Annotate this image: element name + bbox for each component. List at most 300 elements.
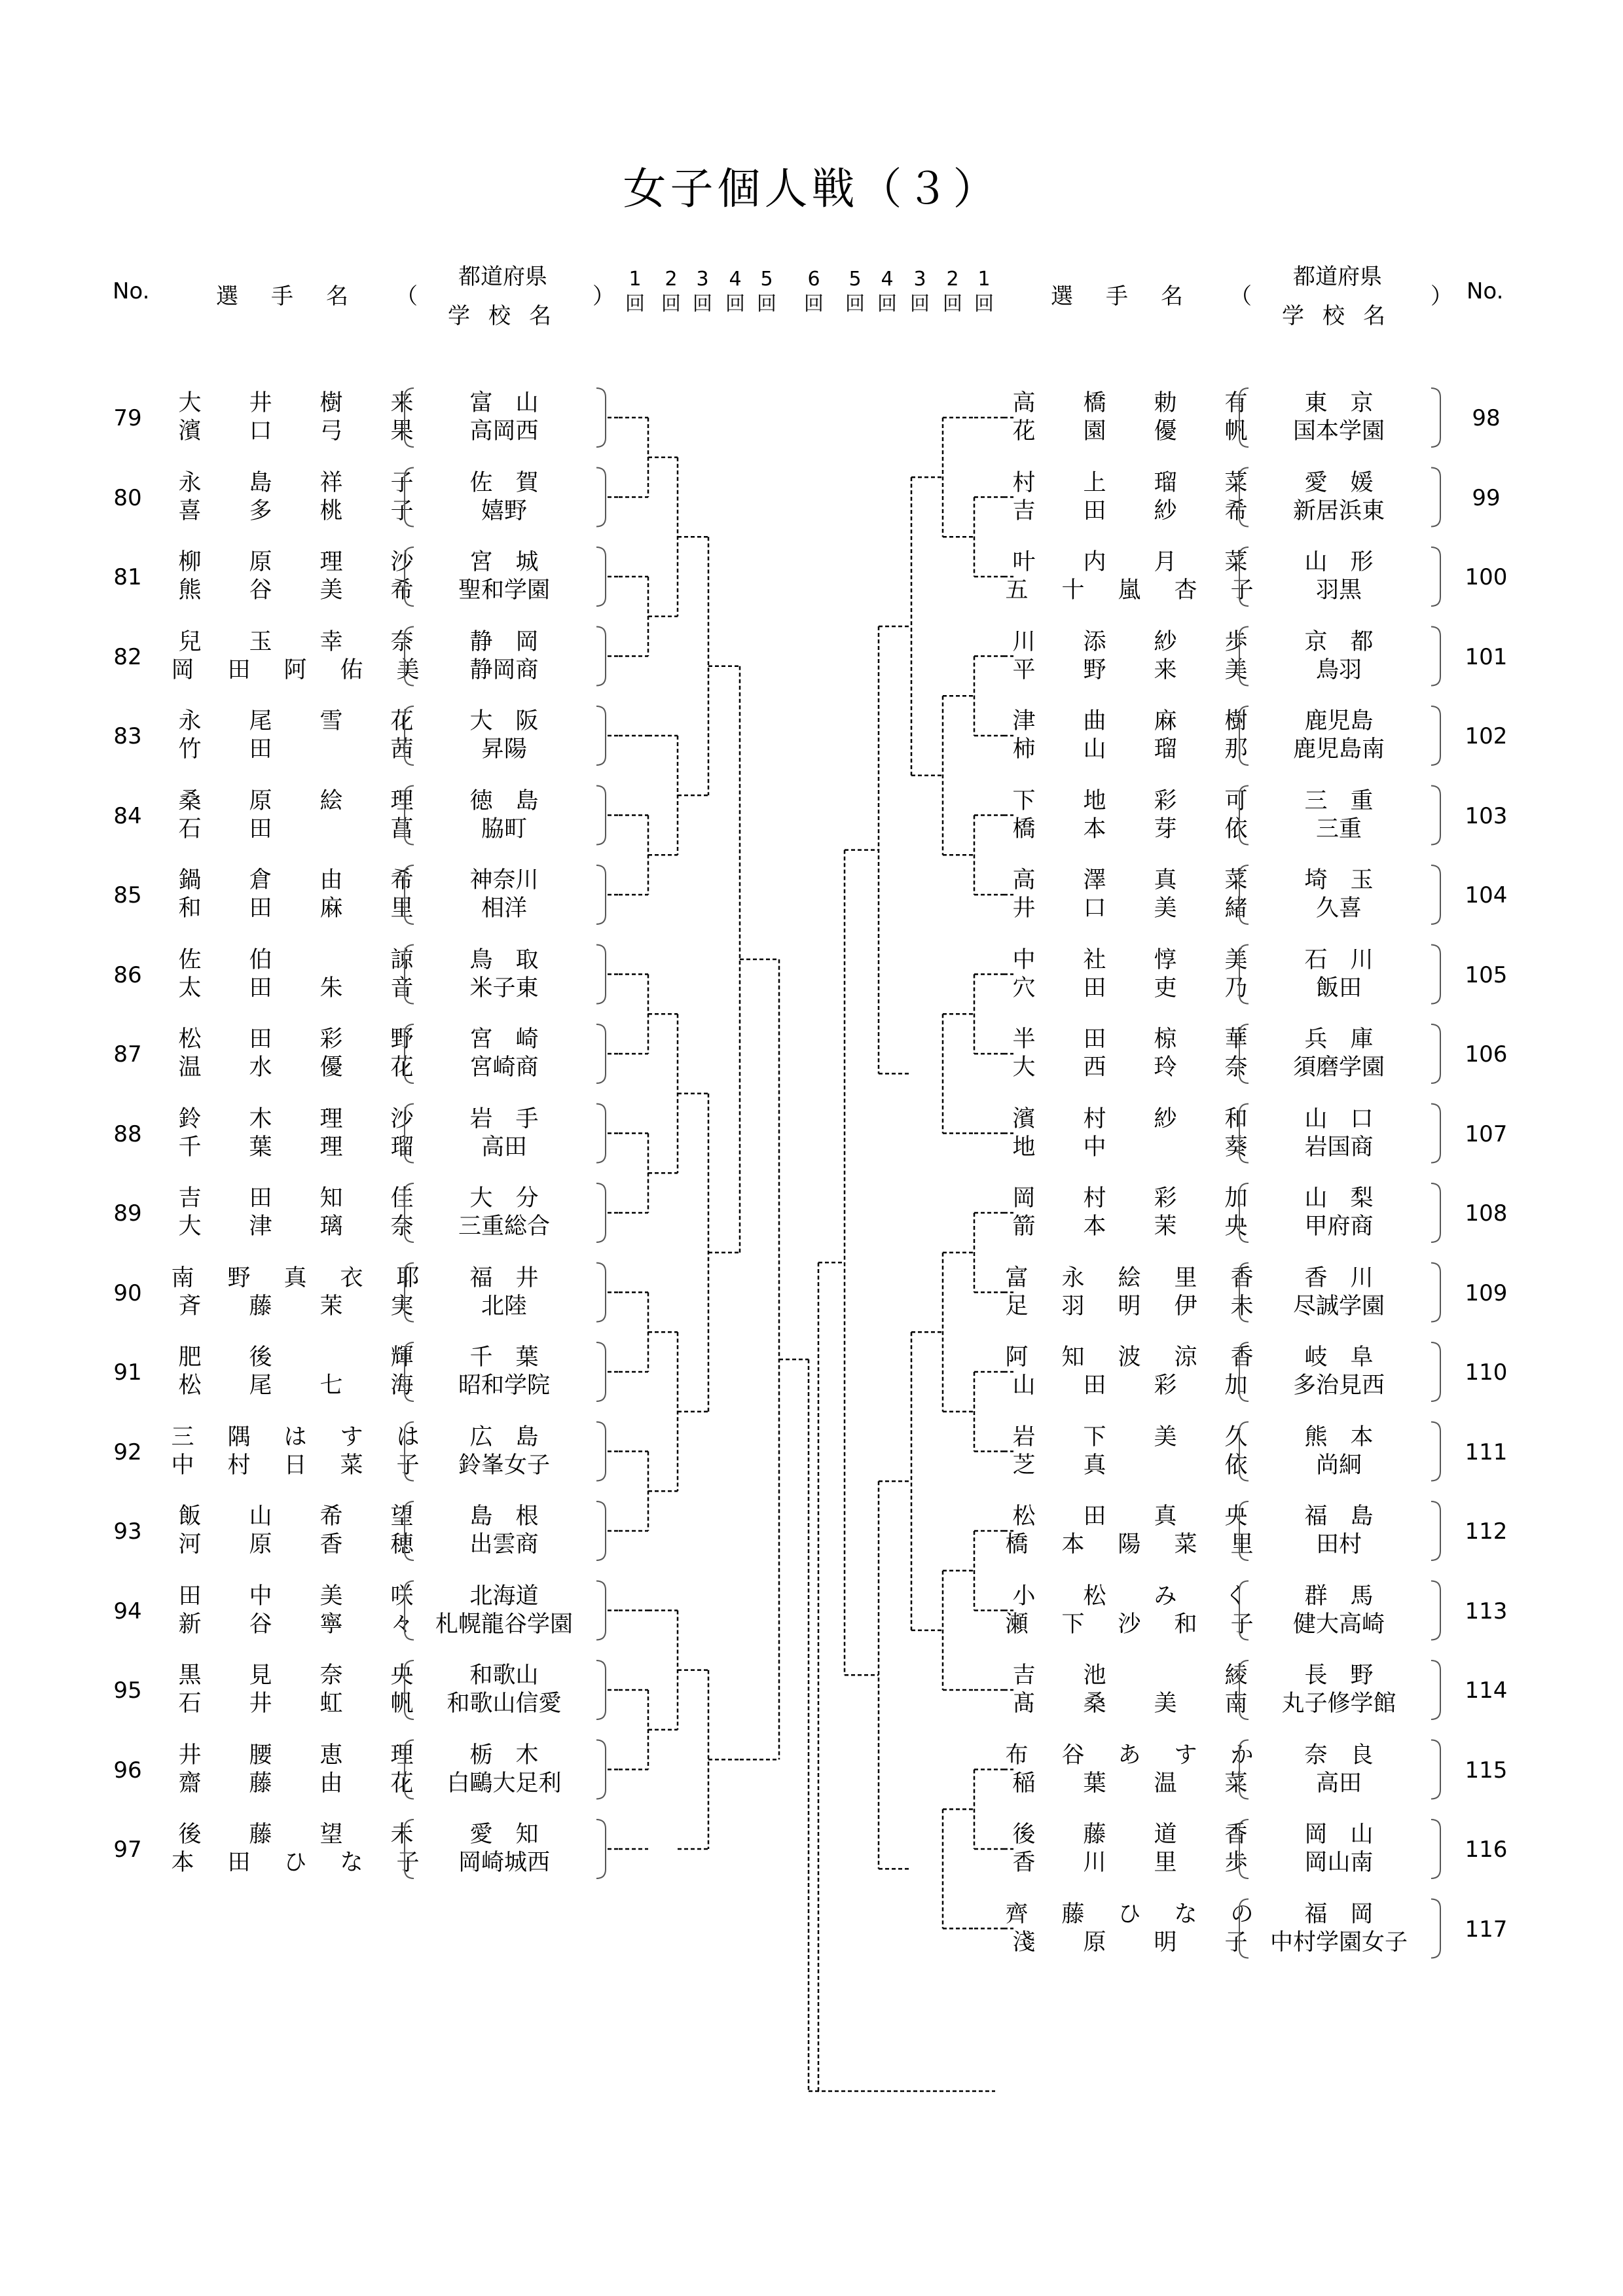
close-brace	[596, 388, 606, 447]
school-name: 鈴峯女子	[458, 1452, 550, 1479]
player-2-name: 河 原 香 穂	[178, 1532, 414, 1558]
player-2-name: 香 川 里 歩	[1012, 1850, 1248, 1876]
close-brace	[596, 1740, 606, 1799]
player-2-name: 大 西 玲 奈	[1012, 1054, 1248, 1081]
entry-number: 104	[1465, 882, 1508, 908]
round-number: 3	[696, 268, 709, 291]
player-2-name: 井 口 美 緒	[1012, 895, 1248, 922]
open-brace	[1239, 1581, 1249, 1640]
close-brace	[1431, 865, 1440, 924]
prefecture: 島 根	[469, 1503, 539, 1530]
open-brace	[1239, 865, 1249, 924]
player-2-name: 和 田 麻 里	[178, 895, 414, 922]
school-name: 和歌山信愛	[447, 1691, 562, 1717]
open-brace	[405, 1342, 414, 1401]
open-brace	[405, 1581, 414, 1640]
left-pref-label: 都道府県	[458, 264, 547, 290]
close-brace	[596, 786, 606, 845]
entry-number: 92	[113, 1439, 142, 1465]
close-brace	[1431, 786, 1440, 845]
prefecture: 熊 本	[1304, 1424, 1374, 1450]
close-brace	[596, 1820, 606, 1878]
close-brace	[1431, 1820, 1440, 1878]
open-brace	[405, 1660, 414, 1719]
player-2-name: 柿 山 瑠 那	[1012, 736, 1248, 762]
entry-number: 106	[1465, 1041, 1508, 1067]
prefecture: 山 口	[1304, 1105, 1374, 1132]
round-unit: 回	[877, 293, 897, 315]
entry-number: 84	[113, 802, 142, 829]
close-brace	[1431, 945, 1440, 1004]
entry-number: 88	[113, 1121, 142, 1147]
prefecture: 山 形	[1304, 549, 1374, 575]
player-2-name: 髙 桑 美 南	[1012, 1691, 1248, 1717]
school-name: 岩国商	[1304, 1134, 1374, 1160]
player-1-name: 鍋 倉 由 希	[178, 867, 414, 893]
prefecture: 福 島	[1304, 1503, 1374, 1530]
entry-number: 80	[113, 484, 142, 511]
school-name: 高田	[1315, 1770, 1362, 1797]
school-name: 甲府商	[1304, 1213, 1374, 1240]
player-2-name: 温 水 優 花	[178, 1054, 414, 1081]
entry-number: 85	[113, 882, 142, 908]
player-1-name: 田 中 美 咲	[178, 1583, 414, 1609]
school-name: 高岡西	[469, 418, 539, 444]
round-number: 5	[760, 268, 773, 291]
school-name: 三重総合	[458, 1213, 550, 1240]
player-1-name: 黒 見 奈 央	[178, 1662, 414, 1689]
school-name: 岡崎城西	[458, 1850, 550, 1876]
round-unit: 回	[757, 293, 776, 315]
left-no-label: No.	[113, 278, 150, 304]
round-unit: 回	[625, 293, 645, 315]
school-name: 多治見西	[1292, 1372, 1385, 1399]
entry-number: 108	[1465, 1200, 1508, 1227]
open-brace	[405, 1024, 414, 1083]
close-brace	[1431, 1660, 1440, 1719]
right-open-paren: （	[1230, 283, 1252, 310]
close-brace	[596, 1581, 606, 1640]
school-name: 聖和学園	[458, 577, 550, 603]
player-1-name: 叶 内 月 菜	[1012, 549, 1248, 575]
player-2-name: 本 田 ひ な 子	[171, 1850, 420, 1876]
round-number: 1	[629, 268, 642, 291]
close-brace	[1431, 1899, 1440, 1958]
player-1-name: 津 曲 麻 樹	[1012, 708, 1248, 734]
close-brace	[596, 627, 606, 686]
school-name: 丸子修学館	[1281, 1691, 1396, 1717]
player-2-name: 箭 本 茉 央	[1012, 1213, 1248, 1240]
close-brace	[596, 1660, 606, 1719]
entry-number: 89	[113, 1200, 142, 1227]
school-name: 田村	[1315, 1532, 1362, 1558]
open-brace	[405, 865, 414, 924]
entry-number: 83	[113, 723, 142, 749]
round-number: 2	[946, 268, 959, 291]
open-brace	[1239, 1501, 1249, 1560]
prefecture: 岩 手	[469, 1105, 539, 1132]
close-brace	[1431, 1183, 1440, 1242]
entry-number: 110	[1465, 1359, 1508, 1386]
player-1-name: 布 谷 あ す か	[1005, 1742, 1254, 1768]
prefecture: 奈 良	[1304, 1742, 1374, 1768]
entry-number: 91	[113, 1359, 142, 1386]
entry-number: 109	[1465, 1280, 1508, 1306]
prefecture: 宮 崎	[469, 1026, 539, 1052]
school-name: 鹿児島南	[1292, 736, 1385, 762]
school-name: 嬉野	[481, 497, 527, 524]
open-brace	[1239, 706, 1249, 765]
prefecture: 和歌山	[469, 1662, 539, 1689]
player-1-name: 吉 池 綾	[1012, 1662, 1248, 1689]
entry-number: 94	[113, 1598, 142, 1624]
player-2-name: 山 田 彩 加	[1012, 1372, 1248, 1399]
right-name-label: 選手名	[1051, 283, 1216, 310]
open-brace	[405, 1183, 414, 1242]
prefecture: 兵 庫	[1304, 1026, 1374, 1052]
player-1-name: 松 田 真 央	[1012, 1503, 1248, 1530]
prefecture: 鹿児島	[1304, 708, 1374, 734]
player-1-name: 高 橋 勅 有	[1012, 390, 1248, 416]
prefecture: 石 川	[1304, 946, 1374, 973]
school-name: 高田	[481, 1134, 527, 1160]
entry-number: 79	[113, 405, 142, 431]
player-1-name: 佐 伯 諒	[178, 946, 414, 973]
round-number: 4	[881, 268, 894, 291]
school-name: 白鷗大足利	[447, 1770, 562, 1797]
school-name: 健大高崎	[1292, 1611, 1385, 1638]
close-brace	[596, 468, 606, 527]
player-2-name: 中 村 日 菜 子	[171, 1452, 420, 1479]
open-brace	[1239, 945, 1249, 1004]
player-2-name: 熊 谷 美 希	[178, 577, 414, 603]
school-name: 尽誠学園	[1292, 1293, 1385, 1319]
left-open-paren: （	[395, 283, 418, 310]
prefecture: 神奈川	[469, 867, 539, 893]
entry-number: 97	[113, 1837, 142, 1863]
player-1-name: 濱 村 紗 和	[1012, 1105, 1248, 1132]
close-brace	[596, 1183, 606, 1242]
player-2-name: 千 葉 理 瑠	[178, 1134, 414, 1160]
open-brace	[405, 547, 414, 606]
open-brace	[1239, 627, 1249, 686]
close-brace	[1431, 627, 1440, 686]
round-number: 3	[913, 268, 926, 291]
prefecture: 香 川	[1304, 1265, 1374, 1291]
open-brace	[405, 786, 414, 845]
open-brace	[405, 706, 414, 765]
school-name: 岡山南	[1304, 1850, 1374, 1876]
open-brace	[1239, 468, 1249, 527]
open-brace	[405, 468, 414, 527]
open-brace	[1239, 388, 1249, 447]
round-unit: 回	[974, 293, 994, 315]
player-2-name: 芝 真 依	[1012, 1452, 1248, 1479]
right-close-paren: ）	[1431, 283, 1453, 310]
school-name: 昇陽	[481, 736, 527, 762]
open-brace	[1239, 1183, 1249, 1242]
player-2-name: 地 中 葵	[1012, 1134, 1248, 1160]
player-1-name: 永 尾 雪 花	[178, 708, 414, 734]
entry-number: 90	[113, 1280, 142, 1306]
close-brace	[596, 945, 606, 1004]
prefecture: 山 梨	[1304, 1185, 1374, 1211]
open-brace	[1239, 1740, 1249, 1799]
open-brace	[405, 1740, 414, 1799]
round-unit: 回	[943, 293, 962, 315]
round-unit: 回	[845, 293, 865, 315]
player-1-name: 富 永 絵 里 香	[1005, 1265, 1254, 1291]
player-1-name: 柳 原 理 沙	[178, 549, 414, 575]
round-number: 4	[729, 268, 742, 291]
player-2-name: 大 津 璃 奈	[178, 1213, 414, 1240]
player-1-name: 岡 村 彩 加	[1012, 1185, 1248, 1211]
entry-number: 81	[113, 564, 142, 590]
round-unit: 回	[725, 293, 745, 315]
page-title: 女子個人戦（３）	[623, 164, 1000, 214]
player-1-name: 後 藤 望 未	[178, 1821, 414, 1848]
entry-number: 111	[1465, 1439, 1508, 1465]
close-brace	[596, 1342, 606, 1401]
player-1-name: 吉 田 知 佳	[178, 1185, 414, 1211]
player-2-name: 岡 田 阿 佑 美	[171, 656, 420, 683]
player-1-name: 阿 知 波 涼 香	[1005, 1344, 1254, 1371]
prefecture: 大 阪	[469, 708, 539, 734]
round-number: 2	[665, 268, 678, 291]
school-name: 飯田	[1315, 975, 1362, 1001]
player-2-name: 橋 本 芽 依	[1012, 816, 1248, 842]
open-brace	[405, 1104, 414, 1163]
player-2-name: 淺 原 明 子	[1012, 1929, 1248, 1956]
open-brace	[405, 1422, 414, 1481]
round-unit: 回	[693, 293, 712, 315]
prefecture: 栃 木	[469, 1742, 539, 1768]
player-2-name: 穴 田 吏 乃	[1012, 975, 1248, 1001]
open-brace	[1239, 1660, 1249, 1719]
entry-number: 95	[113, 1677, 142, 1704]
open-brace	[1239, 1263, 1249, 1322]
entry-number: 101	[1465, 643, 1508, 670]
left-name-label: 選手名	[216, 283, 381, 310]
entry-number: 96	[113, 1757, 142, 1784]
player-2-name: 吉 田 紗 希	[1012, 497, 1248, 524]
player-2-name: 瀬 下 沙 和 子	[1005, 1611, 1254, 1638]
open-brace	[405, 1820, 414, 1878]
close-brace	[596, 1104, 606, 1163]
close-brace	[1431, 388, 1440, 447]
prefecture: 三 重	[1304, 787, 1374, 814]
round-number: 6	[807, 268, 820, 291]
close-brace	[1431, 1024, 1440, 1083]
player-1-name: 大 井 樹 来	[178, 390, 414, 416]
player-2-name: 石 井 虹 帆	[178, 1691, 414, 1717]
school-name: 鳥羽	[1315, 656, 1362, 683]
school-name: 米子東	[469, 975, 539, 1001]
close-brace	[596, 1501, 606, 1560]
player-1-name: 半 田 椋 華	[1012, 1026, 1248, 1052]
open-brace	[1239, 1422, 1249, 1481]
close-brace	[1431, 1422, 1440, 1481]
entry-number: 107	[1465, 1121, 1508, 1147]
close-brace	[596, 1422, 606, 1481]
school-name: 相洋	[481, 895, 527, 922]
close-brace	[596, 1263, 606, 1322]
school-name: 北陸	[481, 1293, 527, 1319]
player-1-name: 川 添 紗 歩	[1012, 628, 1248, 655]
close-brace	[1431, 468, 1440, 527]
prefecture: 静 岡	[469, 628, 539, 655]
close-brace	[1431, 547, 1440, 606]
open-brace	[405, 627, 414, 686]
player-2-name: 足 羽 明 伊 未	[1005, 1293, 1254, 1319]
school-name: 中村学園女子	[1269, 1929, 1408, 1956]
player-2-name: 松 尾 七 海	[178, 1372, 414, 1399]
entry-number: 100	[1465, 564, 1508, 590]
prefecture: 千 葉	[469, 1344, 539, 1371]
prefecture: 広 島	[469, 1424, 539, 1450]
close-brace	[1431, 1501, 1440, 1560]
player-2-name: 斉 藤 茉 実	[178, 1293, 414, 1319]
prefecture: 佐 賀	[469, 469, 539, 496]
player-1-name: 後 藤 道 香	[1012, 1821, 1248, 1848]
school-name: 出雲商	[469, 1532, 539, 1558]
prefecture: 愛 知	[469, 1821, 539, 1848]
prefecture: 群 馬	[1304, 1583, 1374, 1609]
right-pref-label: 都道府県	[1293, 264, 1382, 290]
player-2-name: 新 谷 寧 々	[178, 1611, 414, 1638]
school-name: 羽黒	[1315, 577, 1362, 603]
prefecture: 大 分	[469, 1185, 539, 1211]
prefecture: 福 井	[469, 1265, 539, 1291]
player-1-name: 三 隅 は す は	[171, 1424, 420, 1450]
player-1-name: 南 野 真 衣 耶	[171, 1265, 420, 1291]
player-2-name: 喜 多 桃 子	[178, 497, 414, 524]
close-brace	[1431, 1740, 1440, 1799]
player-1-name: 桑 原 絵 理	[178, 787, 414, 814]
entry-number: 93	[113, 1518, 142, 1545]
open-brace	[405, 1263, 414, 1322]
entry-number: 99	[1472, 484, 1501, 511]
entry-number: 105	[1465, 961, 1508, 988]
school-name: 札幌龍谷学園	[435, 1611, 573, 1638]
school-name: 静岡商	[469, 656, 539, 683]
player-1-name: 下 地 彩 可	[1012, 787, 1248, 814]
round-unit: 回	[804, 293, 824, 315]
close-brace	[596, 865, 606, 924]
player-2-name: 橋 本 陽 菜 里	[1005, 1532, 1254, 1558]
player-2-name: 齋 藤 由 花	[178, 1770, 414, 1797]
open-brace	[1239, 1820, 1249, 1878]
school-name: 三重	[1315, 816, 1362, 842]
player-1-name: 飯 山 希 望	[178, 1503, 414, 1530]
entry-number: 82	[113, 643, 142, 670]
entry-number: 112	[1465, 1518, 1508, 1545]
open-brace	[1239, 1104, 1249, 1163]
open-brace	[1239, 1342, 1249, 1401]
prefecture: 徳 島	[469, 787, 539, 814]
close-brace	[1431, 1263, 1440, 1322]
player-2-name: 竹 田 茜	[178, 736, 414, 762]
open-brace	[1239, 547, 1249, 606]
entry-number: 98	[1472, 405, 1501, 431]
school-name: 新居浜東	[1292, 497, 1385, 524]
school-name: 須磨学園	[1292, 1054, 1385, 1081]
player-1-name: 鈴 木 理 沙	[178, 1105, 414, 1132]
player-2-name: 花 園 優 帆	[1012, 418, 1248, 444]
player-1-name: 永 島 祥 子	[178, 469, 414, 496]
entry-number: 103	[1465, 802, 1508, 829]
prefecture: 東 京	[1304, 390, 1374, 416]
entry-number: 115	[1465, 1757, 1508, 1784]
player-1-name: 齊 藤 ひ な の	[1005, 1901, 1254, 1928]
close-brace	[596, 706, 606, 765]
round-number: 1	[977, 268, 991, 291]
right-school-label: 学校名	[1282, 303, 1404, 329]
close-brace	[1431, 1581, 1440, 1640]
open-brace	[405, 945, 414, 1004]
school-name: 国本学園	[1292, 418, 1385, 444]
right-no-label: No.	[1467, 278, 1504, 304]
close-brace	[596, 547, 606, 606]
round-unit: 回	[910, 293, 930, 315]
school-name: 宮崎商	[469, 1054, 539, 1081]
round-unit: 回	[661, 293, 681, 315]
entry-number: 87	[113, 1041, 142, 1067]
player-1-name: 中 社 惇 美	[1012, 946, 1248, 973]
prefecture: 埼 玉	[1304, 867, 1374, 893]
close-brace	[596, 1024, 606, 1083]
player-1-name: 小 松 み く	[1012, 1583, 1248, 1609]
player-2-name: 五 十 嵐 杏 子	[1005, 577, 1254, 603]
prefecture: 福 岡	[1304, 1901, 1374, 1928]
prefecture: 長 野	[1304, 1662, 1374, 1689]
player-1-name: 肥 後 輝	[178, 1344, 414, 1371]
player-2-name: 稲 葉 温 菜	[1012, 1770, 1248, 1797]
entry-number: 116	[1465, 1837, 1508, 1863]
prefecture: 鳥 取	[469, 946, 539, 973]
open-brace	[405, 1501, 414, 1560]
player-1-name: 高 澤 真 菜	[1012, 867, 1248, 893]
player-2-name: 太 田 朱 音	[178, 975, 414, 1001]
prefecture: 富 山	[469, 390, 539, 416]
left-close-paren: ）	[593, 283, 615, 310]
player-1-name: 岩 下 美 久	[1012, 1424, 1248, 1450]
school-name: 脇町	[481, 816, 527, 842]
open-brace	[1239, 786, 1249, 845]
left-school-label: 学校名	[448, 303, 570, 329]
player-2-name: 石 田 菖	[178, 816, 414, 842]
entry-number: 113	[1465, 1598, 1508, 1624]
close-brace	[1431, 1342, 1440, 1401]
prefecture: 愛 媛	[1304, 469, 1374, 496]
open-brace	[405, 388, 414, 447]
player-1-name: 兒 玉 幸 奈	[178, 628, 414, 655]
prefecture: 岡 山	[1304, 1821, 1374, 1848]
open-brace	[1239, 1024, 1249, 1083]
player-2-name: 濱 口 弓 果	[178, 418, 414, 444]
player-2-name: 平 野 来 美	[1012, 656, 1248, 683]
entry-number: 86	[113, 961, 142, 988]
prefecture: 京 都	[1304, 628, 1374, 655]
player-1-name: 松 田 彩 野	[178, 1026, 414, 1052]
player-1-name: 村 上 瑠 菜	[1012, 469, 1248, 496]
prefecture: 北海道	[469, 1583, 539, 1609]
player-1-name: 井 腰 恵 理	[178, 1742, 414, 1768]
school-name: 尚絅	[1315, 1452, 1362, 1479]
prefecture: 岐 阜	[1304, 1344, 1374, 1371]
entry-number: 114	[1465, 1677, 1508, 1704]
school-name: 昭和学院	[458, 1372, 550, 1399]
